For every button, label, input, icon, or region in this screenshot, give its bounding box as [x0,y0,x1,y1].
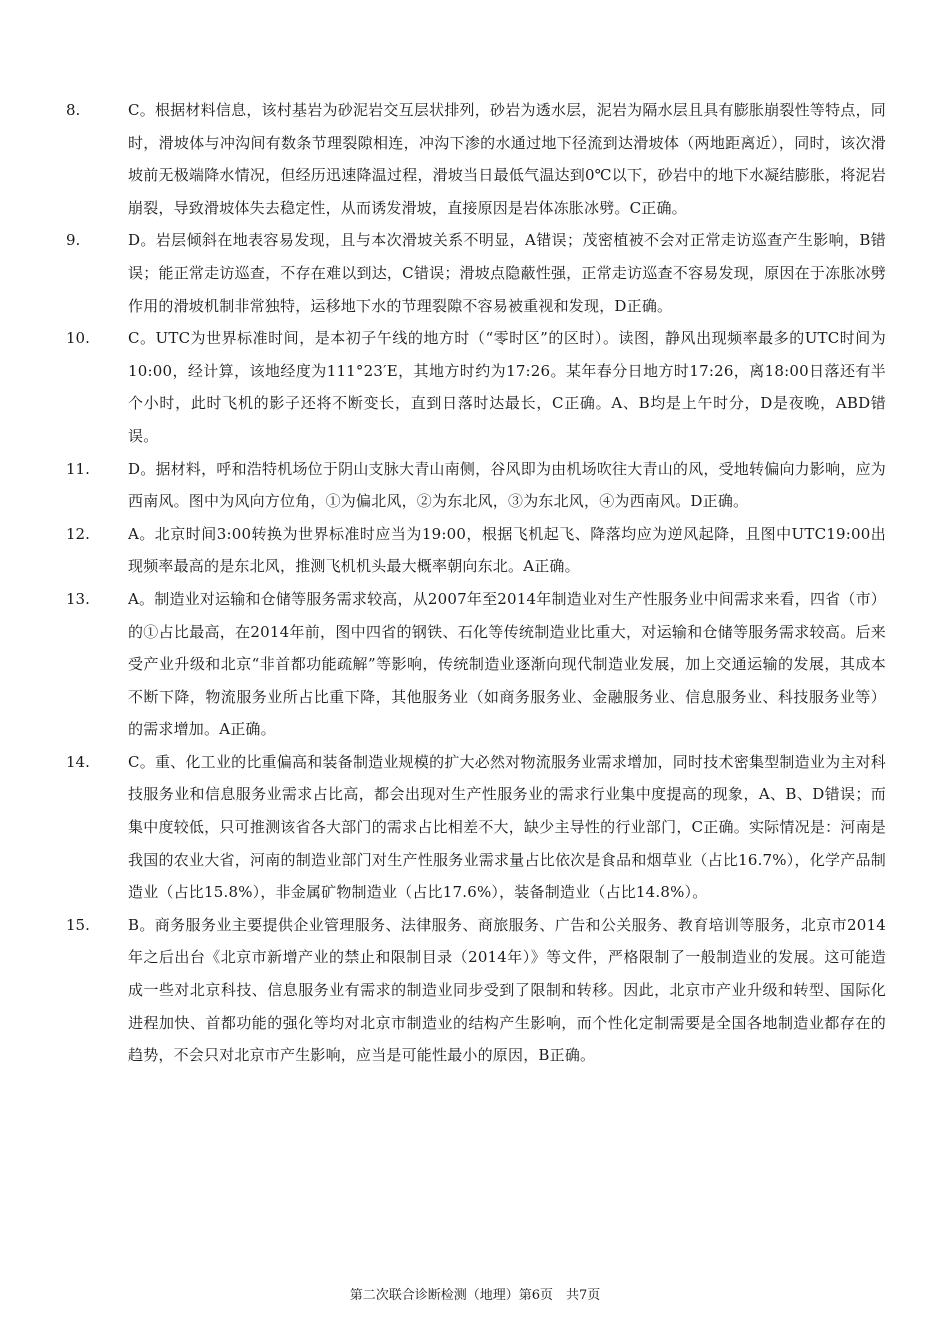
item-number: 8. [66,101,81,119]
answer-item-15 [66,909,886,1072]
answer-item-14 [66,746,886,909]
item-number: 11. [66,459,90,478]
item-number: 14. [66,752,90,771]
answer-list [66,94,886,1072]
item-text: C。根据材料信息，该村基岩为砂泥岩交互层状排列，砂岩为透水层，泥岩为隔水层且具有膨胀崩裂性等特点，同时，滑坡体与冲沟间有数条节理裂隙相连，冲沟下渗的水通过地下径流到达滑坡体（两地距离近），同时，该次滑坡前无极端降水情况，但经历迅速降温过程，滑坡当日最低气温达到0℃以下，砂岩中的地下水凝结膨胀，将泥岩崩裂，导致滑坡体失去稳定性，从而诱发滑坡，直接原因是岩体冻胀冰劈。C正确。 [128,101,886,217]
answer-item-10 [66,322,886,452]
item-number: 10. [66,329,90,348]
item-text: C。重、化工业的比重偏高和装备制造业规模的扩大必然对物流服务业需求增加，同时技术密集型制造业为主对科技服务业和信息服务业需求占比高，都会出现对生产性服务业的需求行业集中度提高的现象，A、B、D错误；而集中度较低，只可推测该省各大部门的需求占比相差不大，缺少主导性的行业部门，C正确。实际情况是：河南是我国的农业大省，河南的制造业部门对生产性服务业需求量占比依次是食品和烟草业（占比16.7%），化学产品制造业（占比15.8%），非金属矿物制造业（占比17.6%），装备制造业（占比14.8%）。 [128,752,886,902]
item-text: A。制造业对运输和仓储等服务需求较高，从2007年至2014年制造业对生产性服务业中间需求来看，四省（市）的①占比最高，在2014年前，图中四省的钢铁、石化等传统制造业比重大，对运输和仓储等服务需求较高。后来受产业升级和北京“非首都功能疏解”等影响，传统制造业逐渐向现代制造业发展，加上交通运输的发展，其成本不断下降，物流服务业所占比重下降，其他服务业（如商务服务业、金融服务业、信息服务业、科技服务业等）的需求增加。A正确。 [128,589,886,739]
item-text: D。岩层倾斜在地表容易发现，且与本次滑坡关系不明显，A错误；茂密植被不会对正常走访巡查产生影响，B错误；能正常走访巡查，不存在难以到达，C错误；滑坡点隐蔽性强，正常走访巡查不容易发现，原因在于冻胀冰劈作用的滑坡机制非常独特，运移地下水的节理裂隙不容易被重视和发现，D正确。 [128,231,886,315]
item-number: 12. [66,524,90,543]
item-text: B。商务服务业主要提供企业管理服务、法律服务、商旅服务、广告和公关服务、教育培训等服务，北京市2014年之后出台《北京市新增产业的禁止和限制目录（2014年）》等文件，严格限制了一般制造业的发展。这可能造成一些对北京科技、信息服务业有需求的制造业同步受到了限制和转移。因此，北京市产业升级和转型、国际化进程加快、首都功能的强化等均对北京市制造业的结构产生影响，而个性化定制需要是全国各地制造业都存在的趋势，不会只对北京市产生影响，应当是可能性最小的原因，B正确。 [128,915,886,1065]
answer-item-9 [66,224,886,322]
answer-item-8 [66,94,886,224]
item-text: A。北京时间3:00转换为世界标准时应当为19:00，根据飞机起飞、降落均应为逆风起降，且图中UTC19:00出现频率最高的是东北风，推测飞机机头最大概率朝向东北。A正确。 [128,524,886,576]
item-number: 9. [66,231,81,250]
page-footer: 第二次联合诊断检测（地理）第6页 共7页 [349,1288,601,1303]
answer-item-11 [66,453,886,518]
answer-item-13 [66,583,886,746]
answer-item-12 [66,518,886,583]
item-number: 15. [66,915,90,934]
item-number: 13. [66,589,90,608]
item-text: C。UTC为世界标准时间，是本初子午线的地方时（“零时区”的区时）。读图，静风出现频率最多的UTC时间为10:00，经计算，该地经度为111°23′E，其地方时约为17:26。某年春分日地方时17:26，离18:00日落还有半个小时，此时飞机的影子还将不断变长，直到日落时达最长，C正确。A、B均是上午时分，D是夜晚，ABD错误。 [128,329,886,445]
item-text: D。据材料，呼和浩特机场位于阴山支脉大青山南侧，谷风即为由机场吹往大青山的风，受地转偏向力影响，应为西南风。图中为风向方位角，①为偏北风，②为东北风，③为东北风，④为西南风。D正确。 [128,459,886,511]
